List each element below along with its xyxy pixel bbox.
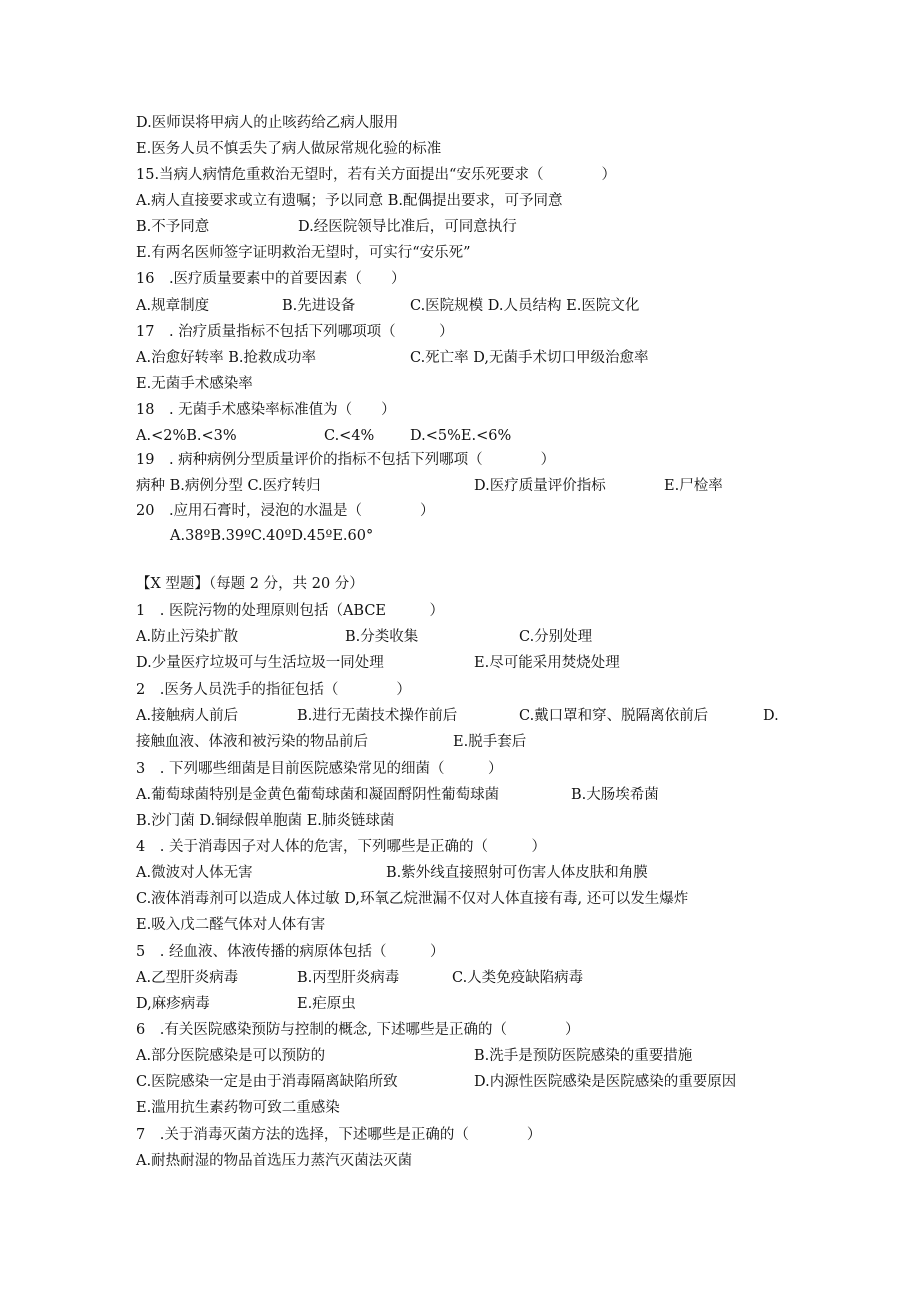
exam-page: D.医师误将甲病人的止咳药给乙病人服用 E.医务人员不慎丢失了病人做尿常规化验的标准 15.当病人病情危重救治无望时，若有关方面提出“安乐死要求（ ） A.病人直接要求或立有遗嘱；予以同意 B.配偶提出要求，可予同意 B.不予同意 D.经医院领导比准后，可同意执行 E.有两名医师签字证明救治无望时，可实行“安乐死” 16 .医疗质量要素中的首要因素（ ） A.规章制度 B.先进设备 C.医院规模 D.人员结构 E.医院文化 17 . 治疗质量指标不包括下列哪项项（ ） A.治愈好转率 B.抢救成功率 C.死亡率 D,无菌手术切口甲级治愈率 E.无菌手术感染率 18 . 无菌手术感染率标准值为（ ） A.<2%B.<3% C.<4% D.<5%E.<6% 19 . 病种病例分型质量评价的指标不包括下列哪项（ ） 病种 B.病例分型 C.医疗转归 D.医疗质量评价指标 E.尸检率 20 .应用石膏时，浸泡的水温是（ ） A.38ºB.39ºC.40ºD.45ºE.60° 【X 型题】（每题 2 分，共 20 分） 1 . 医院污物的处理原则包括（ABCE ） A.防止污染扩散 B.分类收集 C.分别处理 D.少量医疗垃圾可与生活垃圾一同处理 E.尽可能采用焚烧处理 2 .医务人员洗手的指征包括（ ） A.接触病人前后 B.进行无菌技术操作前后 C.戴口罩和穿、脱隔离依前后 D. 接触血液、体液和被污染的物品前后 E.脱手套后 3 . 下列哪些细菌是目前医院感染常见的细菌（ ） A.葡萄球菌特别是金黄色葡萄球菌和凝固酹阴性葡萄球菌 B.大肠埃希菌 B.沙门菌 D.铜绿假单胞菌 E.肺炎链球菌 4 . 关于消毒因子对人体的危害，下列哪些是正确的（ ） A.微波对人体无害 B.紫外线直接照射可伤害人体皮肤和角膜 C.液体消毒剂可以造成人体过敏 D,环氧乙烷泄漏不仅对人体直接有毒, 还可以发生爆炸 E.吸入戊二醛气体对人体有害 5 . 经血液、体液传播的病原体包括（ ） A.乙型肝炎病毒 B.丙型肝炎病毒 C.人类免疫缺陷病毒 D,麻疹病毒 E.疟原虫 6 .有关医院感染预防与控制的概念, 下述哪些是正确的（ ） A.部分医院感染是可以预防的 B.洗手是预防医院感染的重要措施 C.医院感染一定是由于消毒隔离缺陷所致 D.内源性医院感染是医院感染的重要原因 E.滥用抗生素药物可致二重感染 7 .关于消毒灭菌方法的选择，下述哪些是正确的（ ） A.耐热耐湿的物品首选压力蒸汽灭菌法灭菌 bbox=[136, 115, 779, 1169]
